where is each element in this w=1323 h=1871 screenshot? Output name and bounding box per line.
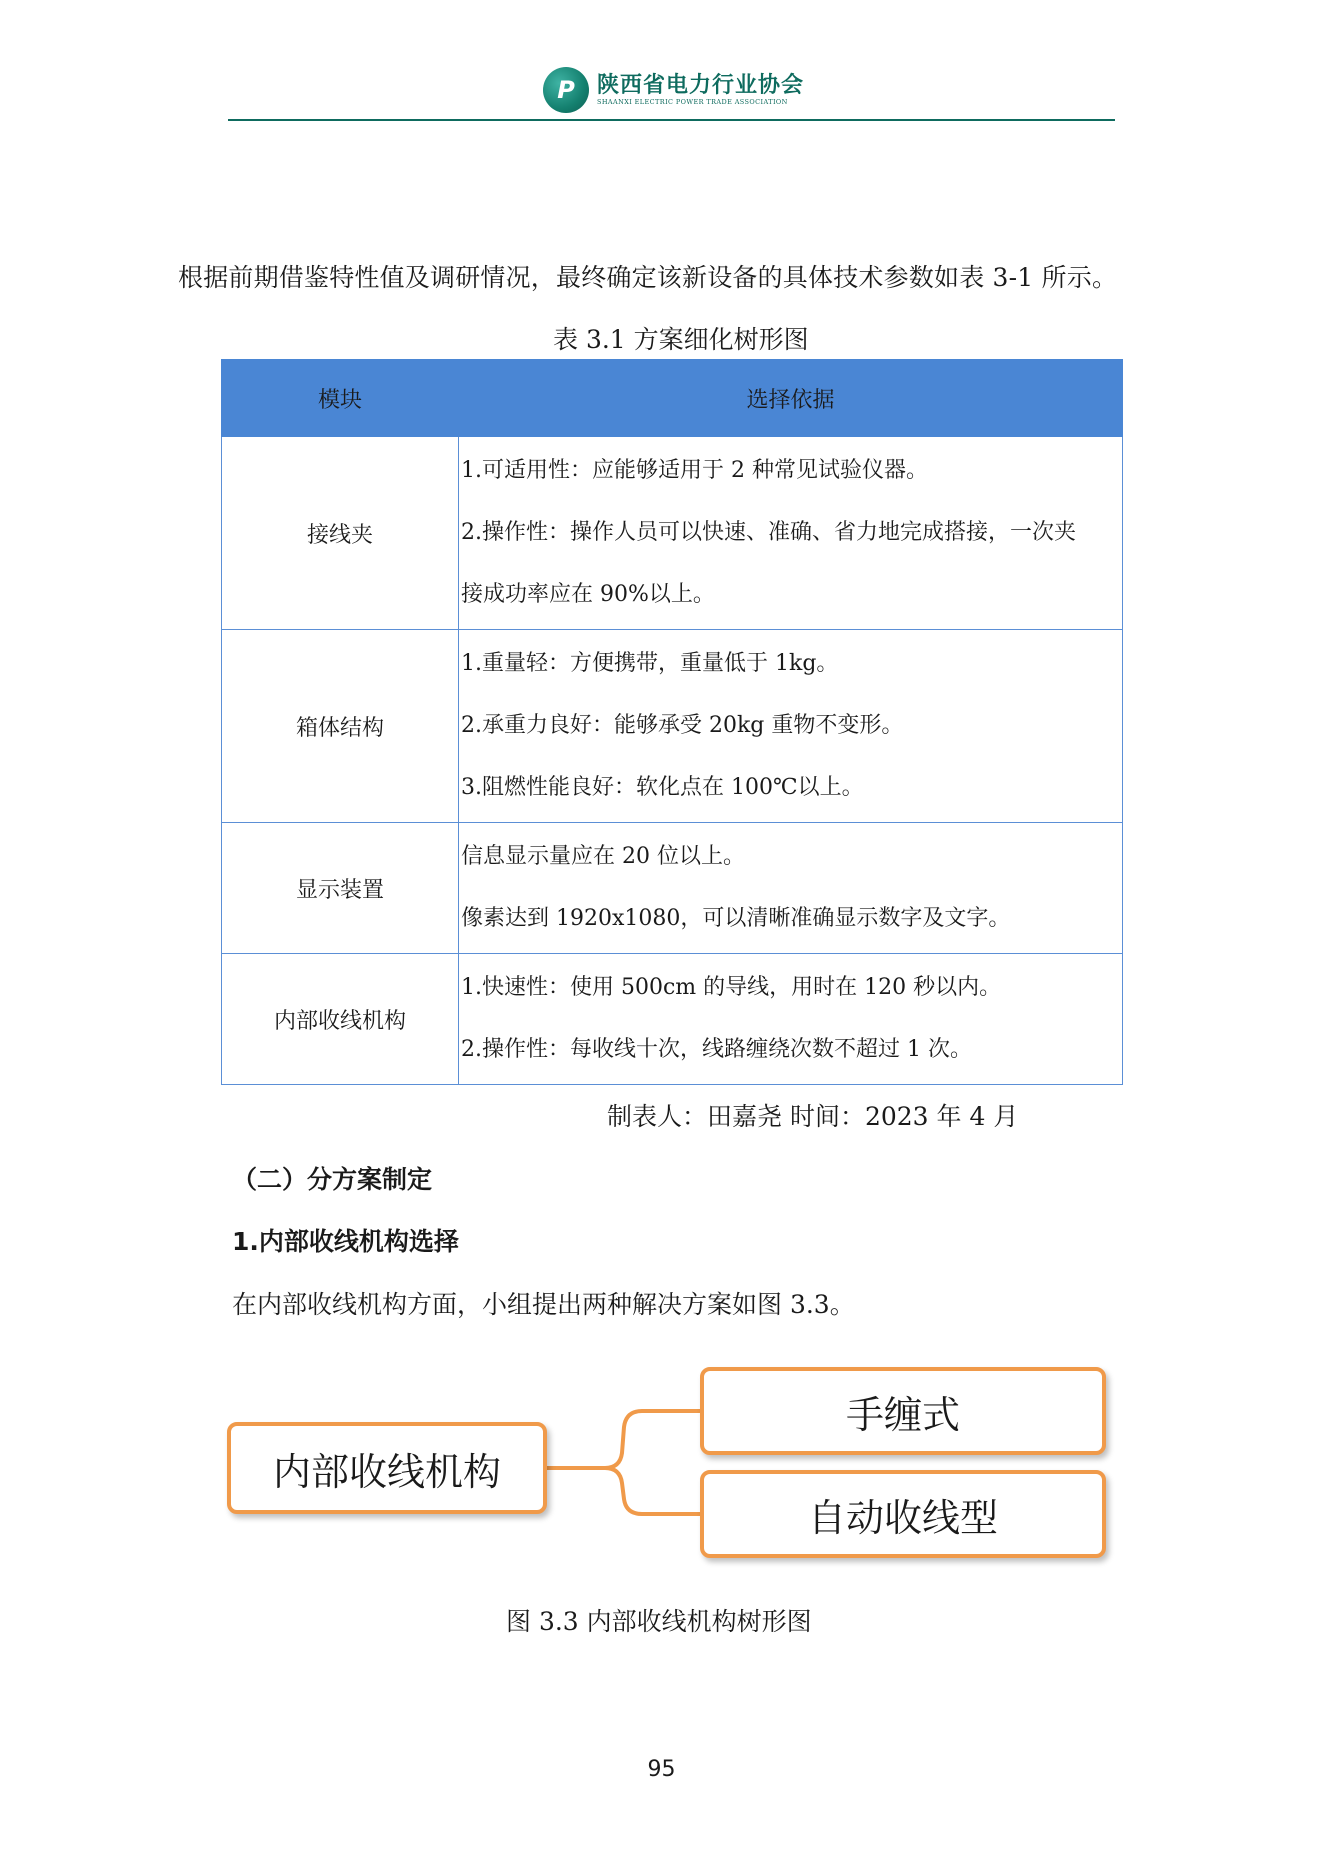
table-row [222, 630, 1123, 823]
page-header [0, 0, 1323, 125]
basis-line: 1.重量轻：方便携带，重量低于 1kg。 [461, 651, 839, 676]
basis-line: 2.承重力良好：能够承受 20kg 重物不变形。 [461, 713, 904, 738]
subsection-heading: 1.内部收线机构选择 [232, 1227, 459, 1256]
basis-cell [459, 823, 1123, 954]
basis-line: 2.操作性：每收线十次，线路缠绕次数不超过 1 次。 [461, 1037, 972, 1062]
figure-caption: 图 3.3 内部收线机构树形图 [506, 1607, 812, 1636]
basis-line: 1.快速性：使用 500cm 的导线，用时在 120 秒以内。 [461, 975, 1002, 1000]
table-maker-note: 制表人：田嘉尧 时间：2023 年 4 月 [607, 1102, 1019, 1131]
basis-line: 1.可适用性：应能够适用于 2 种常见试验仪器。 [461, 458, 928, 483]
tree-child-node-manual: 手缠式 [700, 1367, 1106, 1455]
basis-line: 2.操作性：操作人员可以快速、准确、省力地完成搭接，一次夹 [461, 520, 1076, 545]
logo-letter: P [557, 76, 575, 104]
org-name-cn: 陕西省电力行业协会 [597, 72, 805, 98]
module-cell: 显示装置 [222, 823, 459, 954]
table-header-row [222, 360, 1123, 437]
tree-child-node-auto: 自动收线型 [700, 1470, 1106, 1558]
header-divider [228, 119, 1115, 121]
intro-paragraph: 根据前期借鉴特性值及调研情况，最终确定该新设备的具体技术参数如表 3-1 所示。 [178, 263, 1118, 292]
module-cell: 箱体结构 [222, 630, 459, 823]
basis-cell [459, 437, 1123, 630]
column-header-module: 模块 [222, 360, 459, 437]
basis-line: 接成功率应在 90%以上。 [461, 582, 715, 607]
module-cell: 内部收线机构 [222, 954, 459, 1085]
basis-line: 3.阻燃性能良好：软化点在 100℃以上。 [461, 775, 864, 800]
table-caption: 表 3.1 方案细化树形图 [553, 325, 809, 354]
basis-cell [459, 630, 1123, 823]
logo-text [597, 74, 804, 107]
basis-line: 信息显示量应在 20 位以上。 [461, 844, 745, 869]
column-header-basis: 选择依据 [459, 360, 1123, 437]
page-number: 95 [647, 1757, 676, 1782]
section-heading: （二）分方案制定 [232, 1165, 433, 1194]
basis-line: 像素达到 1920x1080，可以清晰准确显示数字及文字。 [461, 906, 1011, 931]
org-name-en: SHAANXI ELECTRIC POWER TRADE ASSOCIATION [597, 97, 788, 106]
table-row [222, 954, 1123, 1085]
basis-cell [459, 954, 1123, 1085]
section-paragraph: 在内部收线机构方面，小组提出两种解决方案如图 3.3。 [232, 1290, 855, 1319]
logo-emblem-icon [543, 67, 589, 113]
tree-root-node: 内部收线机构 [227, 1422, 547, 1514]
table-row [222, 823, 1123, 954]
tree-diagram [220, 1365, 1110, 1565]
spec-table [221, 359, 1123, 1085]
table-row [222, 437, 1123, 630]
module-cell: 接线夹 [222, 437, 459, 630]
association-logo [543, 67, 804, 113]
